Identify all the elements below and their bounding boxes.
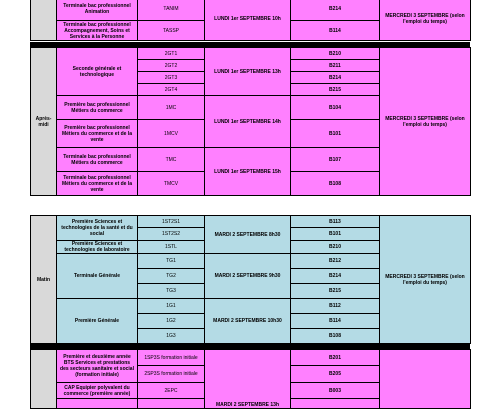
course-cell: CAP Equipier polyvalent du commerce (première année) — [57, 383, 138, 399]
class-cell: 1ST2S2 — [138, 228, 205, 241]
course-cell: Terminale bac professionnel Accompagnement, Soins et Services à la Personne — [57, 21, 138, 41]
class-cell: TANIM — [138, 0, 205, 21]
room-cell: B210 — [291, 48, 380, 60]
room-cell: B201 — [291, 350, 380, 366]
course-cell: Première Sciences et technologies de la santé et du social — [57, 216, 138, 241]
course-cell: Première bac professionnel Métiers du commerce — [57, 96, 138, 120]
class-cell: TASSP — [138, 21, 205, 41]
class-cell: 2GT1 — [138, 48, 205, 60]
class-cell: 1SP3S formation initiale — [138, 350, 205, 366]
date-cell: LUNDI 1er SEPTEMBRE 13h — [205, 48, 291, 96]
start-cell: MERCREDI 3 SEPTEMBRE (selon l'emploi du temps) — [380, 0, 471, 41]
class-cell: 2GT2 — [138, 60, 205, 72]
room-cell: B003 — [291, 383, 380, 399]
room-cell: B205 — [291, 366, 380, 383]
room-cell: B108 — [291, 329, 380, 344]
date-cell: LUNDI 1er SEPTEMBRE 15h — [205, 148, 291, 196]
class-cell — [138, 399, 205, 409]
room-cell: B113 — [291, 216, 380, 228]
room-cell: B101 — [291, 120, 380, 148]
schedule-block-morning — [30, 215, 470, 344]
room-cell: B211 — [291, 60, 380, 72]
room-cell — [291, 399, 380, 409]
start-cell: MERCREDI 3 SEPTEMBRE (selon l'emploi du temps) — [380, 216, 471, 344]
course-cell: Première Générale — [57, 299, 138, 344]
class-cell: 1MCV — [138, 120, 205, 148]
date-cell: MARDI 2 SEPTEMBRE 9h30 — [205, 254, 291, 299]
course-cell: Terminale bac professionnel Métiers du commerce — [57, 148, 138, 172]
course-cell: Seconde générale et technologique — [57, 48, 138, 96]
start-cell: MERCREDI 3 SEPTEMBRE (selon l'emploi du temps) — [380, 48, 471, 196]
room-cell: B107 — [291, 148, 380, 172]
date-cell: MARDI 2 SEPTEMBRE 10h30 — [205, 299, 291, 344]
class-cell: TG1 — [138, 254, 205, 269]
room-cell: B114 — [291, 21, 380, 41]
course-cell — [57, 399, 138, 409]
course-cell: Terminale bac professionnel Métiers du commerce et de la vente — [57, 172, 138, 196]
class-cell: TMCV — [138, 172, 205, 196]
period-label: Matin — [31, 216, 57, 344]
date-cell: MARDI 2 SEPTEMBRE 8h30 — [205, 216, 291, 254]
class-cell: 1MC — [138, 96, 205, 120]
class-cell: 1G2 — [138, 314, 205, 329]
course-cell: Terminale Générale — [57, 254, 138, 299]
schedule-block-4 — [30, 349, 470, 409]
room-cell: B210 — [291, 241, 380, 254]
course-cell: Première et deuxième année BTS Services et prestations des secteurs sanitaire et social (formation initiale) — [57, 350, 138, 383]
schedule-block-1 — [30, 0, 470, 41]
class-cell: 1ST2S1 — [138, 216, 205, 228]
room-cell: B114 — [291, 314, 380, 329]
class-cell: 2EPC — [138, 383, 205, 399]
room-cell: B215 — [291, 84, 380, 96]
class-cell: TG3 — [138, 284, 205, 299]
class-cell: 2GT3 — [138, 72, 205, 84]
class-cell: 2SP3S formation initiale — [138, 366, 205, 383]
period-label: Après-midi — [31, 48, 57, 196]
class-cell: 1STL — [138, 241, 205, 254]
date-cell: LUNDI 1er SEPTEMBRE 14h — [205, 96, 291, 148]
course-cell: Terminale bac professionnel Animation — [57, 0, 138, 21]
room-cell: B214 — [291, 0, 380, 21]
period-cell — [31, 0, 57, 41]
date-cell: LUNDI 1er SEPTEMBRE 10h — [205, 0, 291, 41]
room-cell: B214 — [291, 72, 380, 84]
class-cell: TMC — [138, 148, 205, 172]
class-cell: 1G3 — [138, 329, 205, 344]
course-cell: Première bac professionnel Métiers du commerce et de la vente — [57, 120, 138, 148]
class-cell: TG2 — [138, 269, 205, 284]
room-cell: B112 — [291, 299, 380, 314]
date-cell: MARDI 2 SEPTEMBRE 13h — [205, 350, 291, 409]
room-cell: B215 — [291, 284, 380, 299]
room-cell: B214 — [291, 269, 380, 284]
room-cell: B212 — [291, 254, 380, 269]
class-cell: 1G1 — [138, 299, 205, 314]
room-cell: B104 — [291, 96, 380, 120]
class-cell: 2GT4 — [138, 84, 205, 96]
room-cell: B108 — [291, 172, 380, 196]
schedule-block-afternoon — [30, 47, 470, 196]
course-cell: Première Sciences et technologies de laboratoire — [57, 241, 138, 254]
room-cell: B101 — [291, 228, 380, 241]
